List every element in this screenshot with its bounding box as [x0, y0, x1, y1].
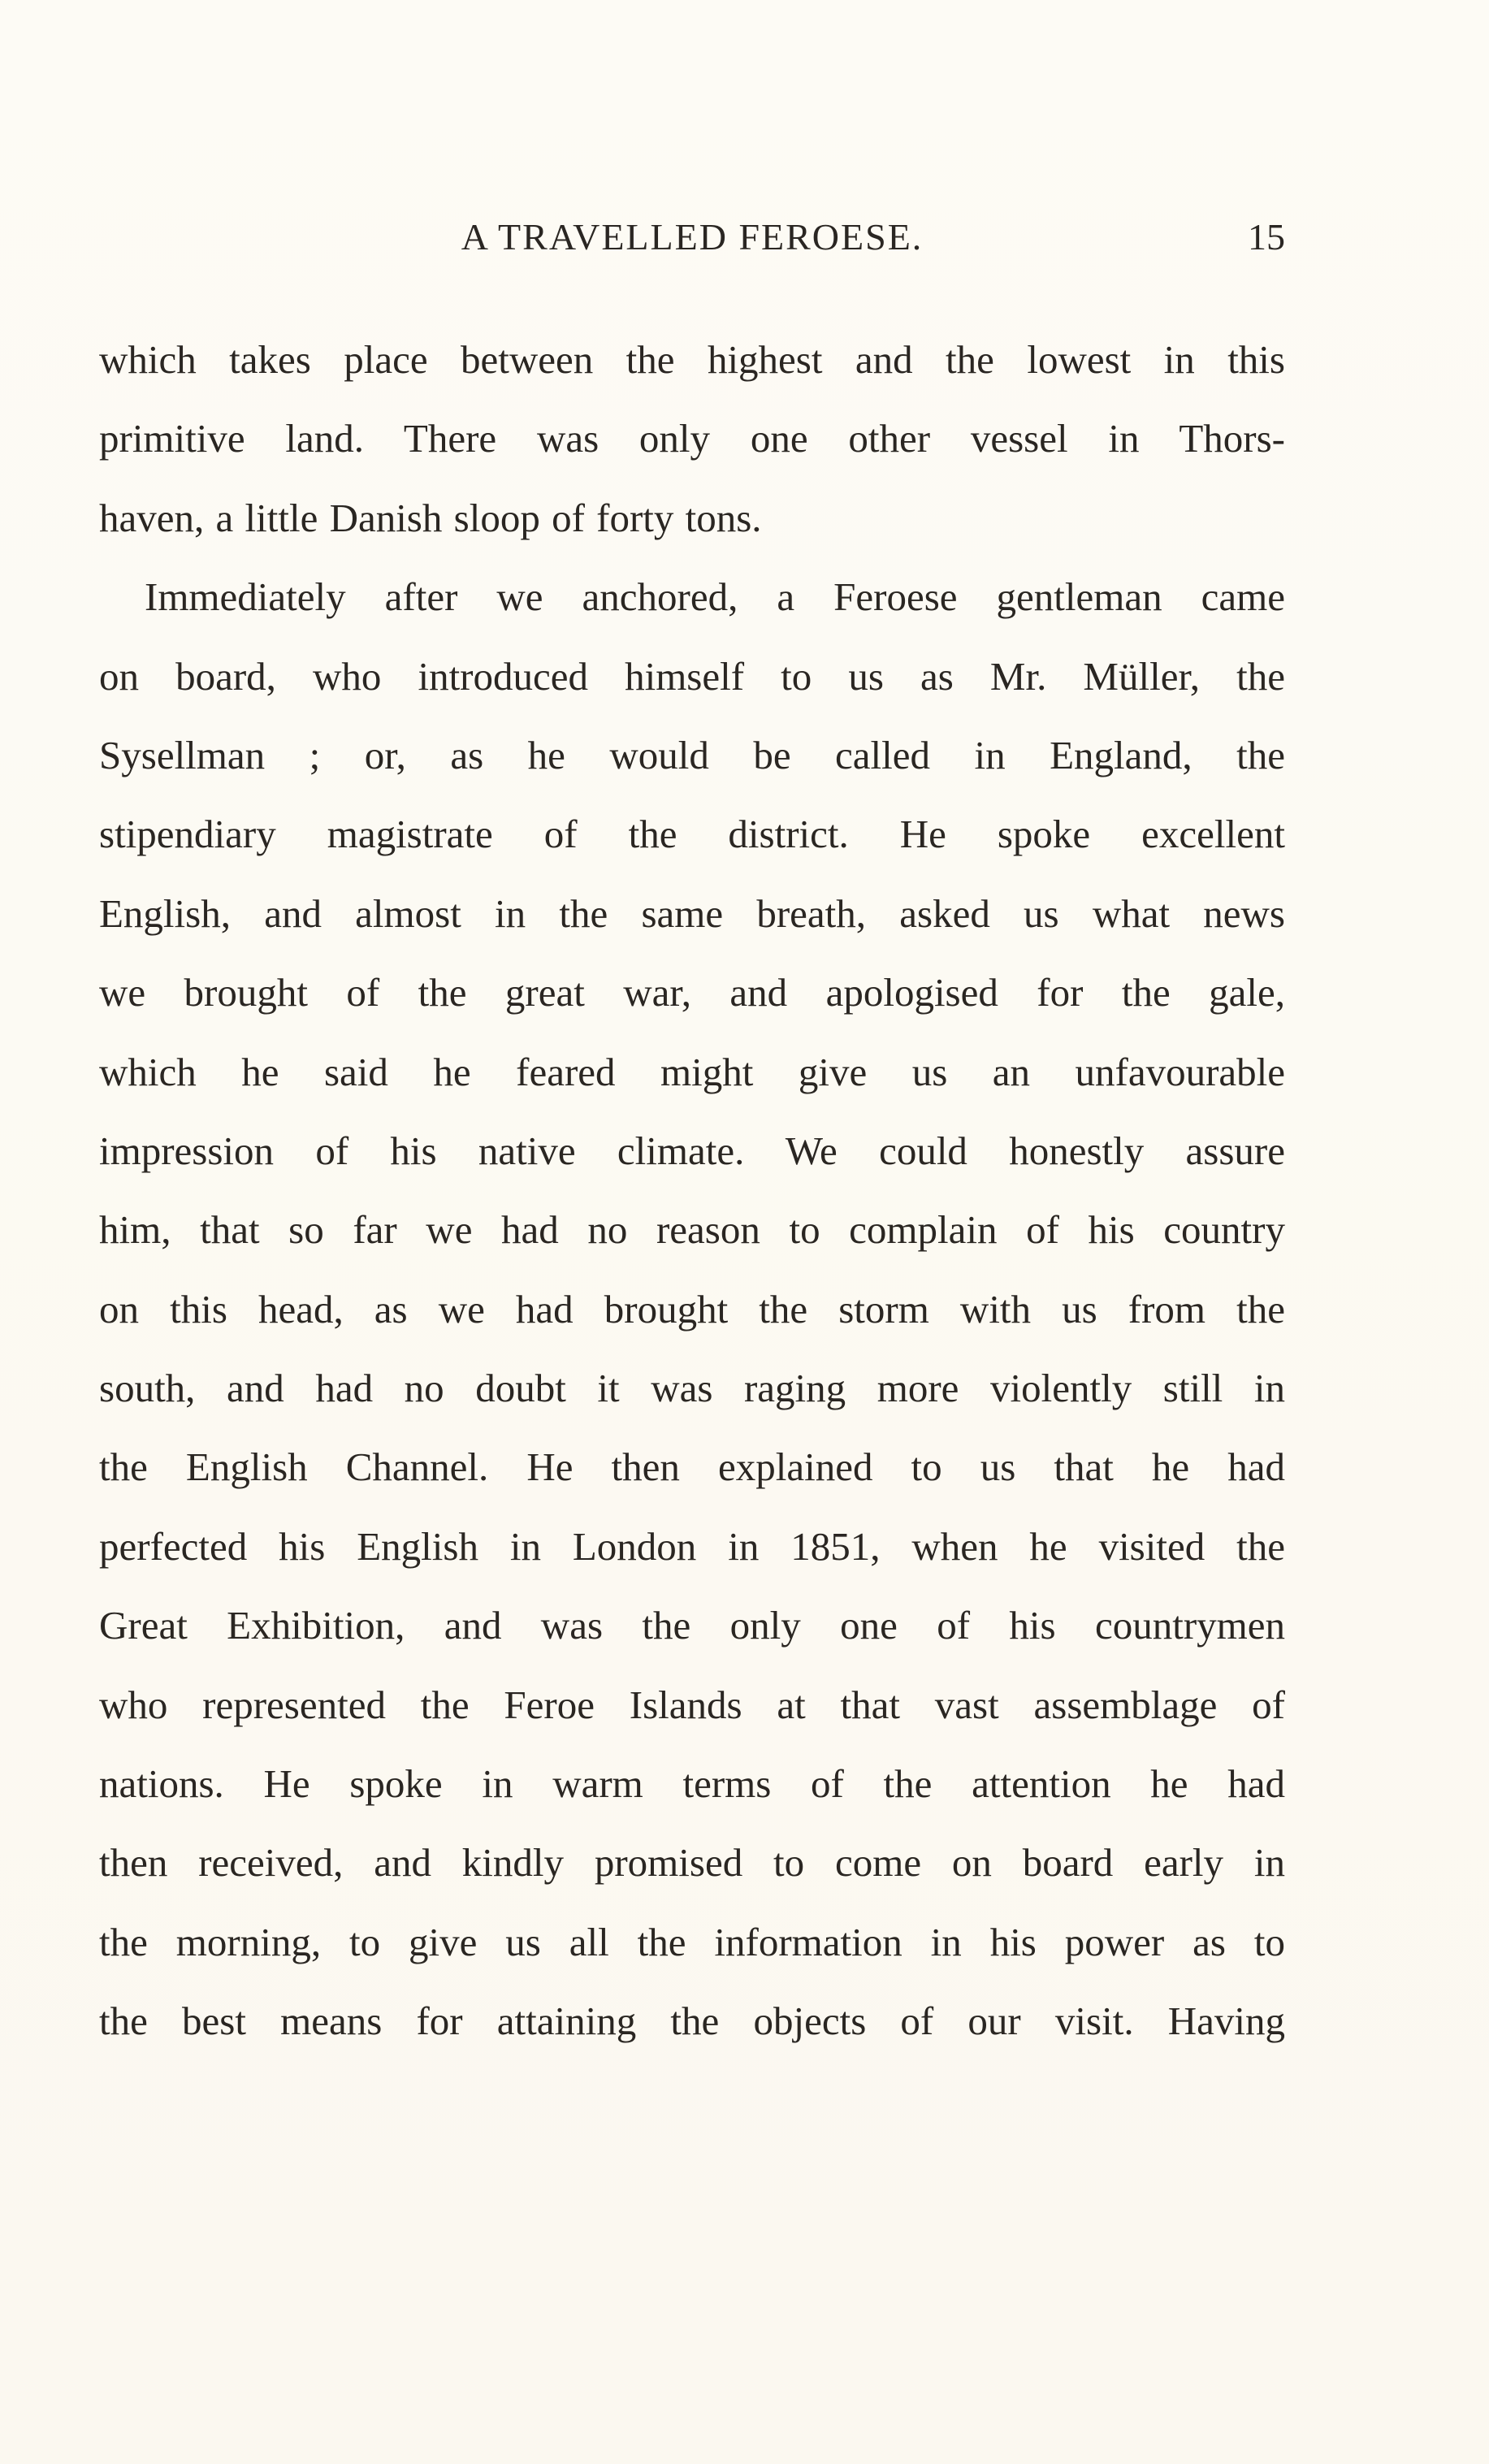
text-line: which he said he feared might give us an unfavourable — [99, 1049, 1285, 1094]
text-line: on board, who introduced himself to us as Mr. Müller, the — [99, 653, 1285, 699]
text-line: Sysellman ; or, as he would be called in England, the — [99, 732, 1285, 777]
text-line: impression of his native climate. We could honestly assure — [99, 1128, 1285, 1173]
text-line: stipendiary magistrate of the district. He spoke excellent — [99, 812, 1285, 857]
text-line: the best means for attaining the objects of our visit. Having — [99, 1998, 1285, 2044]
text-line: on this head, as we had brought the storm with us from the — [99, 1286, 1285, 1332]
page-number: 15 — [1248, 216, 1285, 258]
text-line: Great Exhibition, and was the only one of his countrymen — [99, 1603, 1285, 1648]
text-line: primitive land. There was only one other vessel in Thors- — [99, 416, 1285, 461]
text-line: haven, a little Danish sloop of forty tons. — [99, 495, 762, 540]
running-head — [99, 213, 1285, 262]
text-line: south, and had no doubt it was raging more violently still in — [99, 1366, 1285, 1411]
text-line: which takes place between the highest and the lowest in this — [99, 337, 1285, 382]
text-line: English, and almost in the same breath, asked us what news — [99, 890, 1285, 936]
text-line: then received, and kindly promised to come on board early in — [99, 1840, 1285, 1886]
body-text — [99, 335, 1285, 2076]
paragraph-start-line: Immediately after we anchored, a Feroese gentleman came — [145, 574, 1285, 620]
text-line: the morning, to give us all the information in his power as to — [99, 1919, 1285, 1964]
text-line: nations. He spoke in warm terms of the attention he had — [99, 1761, 1285, 1807]
text-line: we brought of the great war, and apologised for the gale, — [99, 970, 1285, 1015]
text-line: perfected his English in London in 1851, when he visited the — [99, 1523, 1285, 1569]
text-line: him, that so far we had no reason to complain of his country — [99, 1207, 1285, 1253]
text-line: the English Channel. He then explained to us that he had — [99, 1444, 1285, 1490]
text-line: who represented the Feroe Islands at that vast assemblage of — [99, 1682, 1285, 1727]
running-title: A TRAVELLED FEROESE. — [461, 216, 924, 258]
